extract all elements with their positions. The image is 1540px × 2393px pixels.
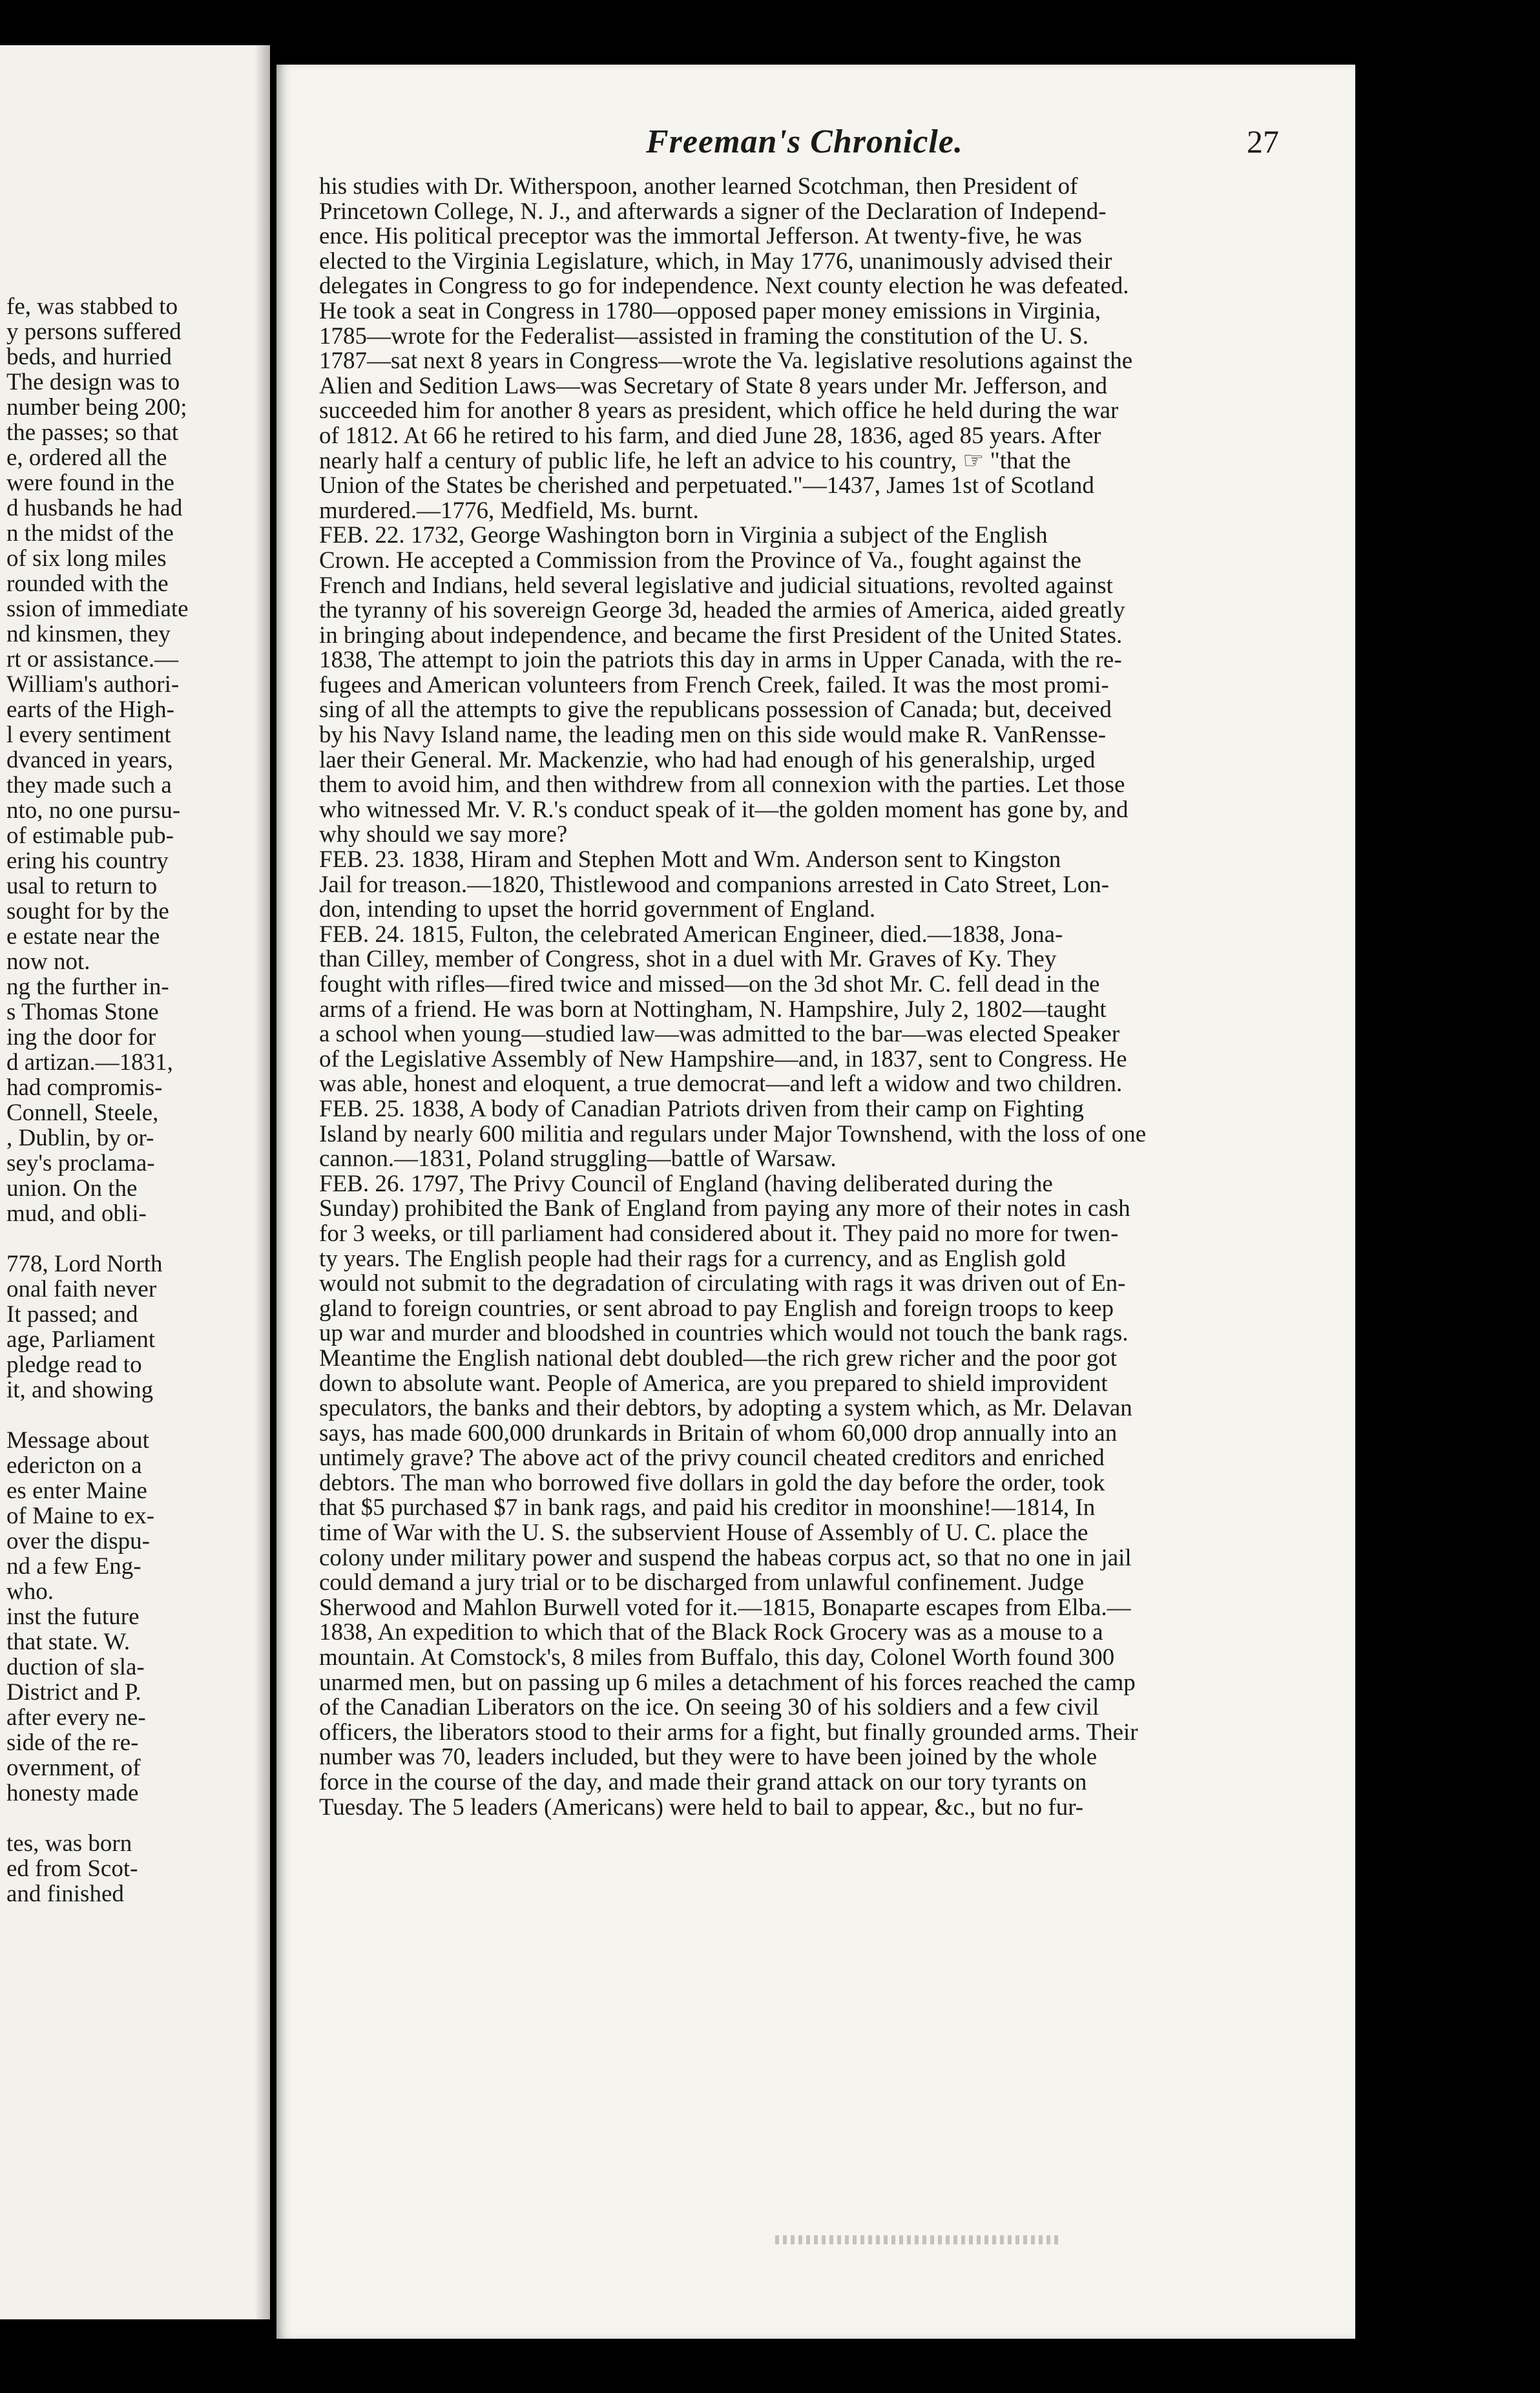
facing-page-line: d artizan.—1831, [6,1049,173,1076]
facing-page-line: overnment, of [6,1755,141,1781]
text-line: He took a seat in Congress in 1780—opposed paper money emissions in Virginia, [319,297,1101,324]
facing-page-line: and finished [6,1881,124,1907]
running-title: Freeman's Chronicle. [646,123,963,160]
text-line: FEB. 22. 1732, George Washington born in Virginia a subject of the English [319,522,1048,549]
facing-page-line: over the dispu- [6,1528,150,1554]
bleed-through-mark [775,2235,1059,2244]
body-text [319,174,1327,1820]
facing-page-line: onal faith never [6,1276,157,1302]
text-line: FEB. 26. 1797, The Privy Council of England (having deliberated during the [319,1170,1053,1197]
facing-page-line: District and P. [6,1679,141,1706]
text-line: elected to the Virginia Legislature, which, in May 1776, unanimously advised their [319,247,1112,275]
facing-page-line: l every sentiment [6,722,171,748]
facing-page-line: mud, and obli- [6,1200,147,1227]
facing-page-line: it, and showing [6,1377,154,1403]
text-line: gland to foreign countries, or sent abroad to pay English and foreign troops to keep [319,1295,1114,1322]
text-line: of the Canadian Liberators on the ice. On seeing 30 of his soldiers and a few civil [319,1694,1099,1721]
text-line: why should we say more? [319,821,568,848]
text-line: was able, honest and eloquent, a true democrat—and left a widow and two children. [319,1071,1123,1098]
text-line: fugees and American volunteers from French Creek, failed. It was the most promi- [319,671,1109,698]
facing-page-line: sey's proclama- [6,1150,155,1176]
facing-page-line: of Maine to ex- [6,1503,155,1529]
gutter-shadow [255,45,270,2319]
facing-page-line: duction of sla- [6,1654,145,1680]
text-line: colony under military power and suspend the habeas corpus act, so that no one in jail [319,1544,1132,1571]
facing-page-line [6,1806,265,1831]
text-line: 1838, An expedition to which that of the Black Rock Grocery was as a mouse to a [319,1619,1103,1646]
text-line: sing of all the attempts to give the republicans possession of Canada; but, deceived [319,696,1112,724]
facing-page-line: number being 200; [6,394,187,421]
text-line: in bringing about independence, and became the first President of the United States. [319,622,1123,649]
text-line: French and Indians, held several legislative and judicial situations, revolted against [319,572,1113,599]
facing-page-line: ed from Scot- [6,1855,138,1882]
facing-page-line: pledge read to [6,1352,142,1378]
facing-page-line: It passed; and [6,1301,138,1328]
text-line: Sunday) prohibited the Bank of England from paying any more of their notes in cash [319,1195,1130,1222]
text-line: Alien and Sedition Laws—was Secretary of State 8 years under Mr. Jefferson, and [319,372,1107,399]
text-line: than Cilley, member of Congress, shot in a duel with Mr. Graves of Ky. They [319,946,1057,973]
facing-page-line: of estimable pub- [6,822,174,849]
facing-page-line: fe, was stabbed to [6,293,178,320]
text-line: FEB. 24. 1815, Fulton, the celebrated American Engineer, died.—1838, Jona- [319,921,1063,948]
facing-page-line: d husbands he had [6,495,183,521]
facing-page-line: rounded with the [6,570,169,597]
text-line: succeeded him for another 8 years as president, which office he held during the war [319,397,1119,424]
facing-page-line: the passes; so that [6,419,179,446]
facing-page-line: that state. W. [6,1629,130,1655]
facing-page-line: after every ne- [6,1704,146,1731]
facing-page-line: nd kinsmen, they [6,621,171,647]
facing-page-line: n the midst of the [6,520,174,547]
facing-page-line: nto, no one pursu- [6,797,181,824]
facing-page-line: s Thomas Stone [6,999,159,1025]
facing-page-line: edericton on a [6,1452,142,1479]
running-head [375,123,1344,168]
text-line: Tuesday. The 5 leaders (Americans) were held to bail to appear, &c., but no fur- [319,1793,1084,1821]
text-line: fought with rifles—fired twice and missed—on the 3d shot Mr. C. fell dead in the [319,971,1100,998]
facing-page-line: y persons suffered [6,319,182,345]
text-line: of 1812. At 66 he retired to his farm, and died June 28, 1836, aged 85 years. After [319,422,1101,449]
facing-page-line: union. On the [6,1175,138,1202]
facing-page-line: honesty made [6,1780,139,1806]
text-line: who witnessed Mr. V. R.'s conduct speak of it—the golden moment has gone by, and [319,796,1129,823]
text-line: unarmed men, but on passing up 6 miles a detachment of his forces reached the camp [319,1669,1136,1696]
facing-page-line: had compromis- [6,1074,163,1101]
page-number: 27 [1247,123,1279,160]
facing-page-line: ng the further in- [6,974,169,1000]
text-line: Island by nearly 600 militia and regulars under Major Townshend, with the loss of one [319,1120,1147,1147]
text-line: officers, the liberators stood to their arms for a fight, but finally grounded arms. Their [319,1719,1138,1746]
text-line: could demand a jury trial or to be discharged from unlawful confinement. Judge [319,1569,1084,1596]
text-line: up war and murder and bloodshed in countries which would not touch the bank rags. [319,1320,1129,1347]
facing-page-line: 778, Lord North [6,1251,163,1277]
text-line: down to absolute want. People of America, are you prepared to shield improvident [319,1370,1108,1397]
text-line: murdered.—1776, Medfield, Ms. burnt. [319,497,699,524]
text-line: for 3 weeks, or till parliament had considered about it. They paid no more for twen- [319,1220,1119,1247]
facing-page-line: age, Parliament [6,1326,156,1353]
facing-page-line: now not. [6,948,90,975]
text-line: untimely grave? The above act of the privy council cheated creditors and enriched [319,1445,1105,1472]
text-line: ence. His political preceptor was the immortal Jefferson. At twenty-five, he was [319,223,1082,250]
text-line: cannon.—1831, Poland struggling—battle of Warsaw. [319,1145,837,1173]
text-line: don, intending to upset the horrid government of England. [319,896,876,923]
text-line: would not submit to the degradation of circulating with rags it was driven out of En- [319,1270,1126,1297]
text-line: speculators, the banks and their debtors, by adopting a system which, as Mr. Delavan [319,1395,1132,1422]
text-line: time of War with the U. S. the subservient House of Assembly of U. C. place the [319,1520,1088,1547]
facing-page-line: tes, was born [6,1830,132,1857]
facing-page-line: were found in the [6,470,174,496]
facing-page-text [6,294,265,1907]
facing-page-line: usal to return to [6,873,158,899]
text-line: Princetown College, N. J., and afterwards a signer of the Declaration of Independ- [319,198,1107,225]
text-line: force in the course of the day, and made their grand attack on our tory tyrants on [319,1769,1087,1795]
text-line: a school when young—studied law—was admitted to the bar—was elected Speaker [319,1021,1120,1048]
text-line: FEB. 23. 1838, Hiram and Stephen Mott and Wm. Anderson sent to Kingston [319,846,1061,873]
text-line: FEB. 25. 1838, A body of Canadian Patriots driven from their camp on Fighting [319,1095,1084,1122]
facing-page-line: they made such a [6,772,172,799]
text-line: Meantime the English national debt doubled—the rich grew richer and the poor got [319,1344,1118,1372]
text-line: the tyranny of his sovereign George 3d, headed the armies of America, aided greatly [319,597,1125,624]
facing-page-line: The design was to [6,369,180,395]
text-line: Sherwood and Mahlon Burwell voted for it.—1815, Bonaparte escapes from Elba.— [319,1594,1131,1621]
text-line: Crown. He accepted a Commission from the Province of Va., fought against the [319,547,1081,574]
facing-page-line: nd a few Eng- [6,1553,141,1580]
facing-page-line: earts of the High- [6,696,174,723]
text-line: number was 70, leaders included, but they were to have been joined by the whole [319,1744,1098,1771]
text-line: ty years. The English people had their rags for a currency, and as English gold [319,1245,1066,1272]
facing-page-line: ing the door for [6,1024,156,1050]
text-line: mountain. At Comstock's, 8 miles from Buffalo, this day, Colonel Worth found 300 [319,1644,1115,1671]
text-line: 1785—wrote for the Federalist—assisted in framing the constitution of the U. S. [319,322,1088,350]
text-line: delegates in Congress to go for independence. Next county election he was defeated. [319,273,1129,300]
text-line: laer their General. Mr. Mackenzie, who had had enough of his generalship, urged [319,746,1096,773]
facing-page-fragment [0,45,270,2319]
facing-page-line: ering his country [6,848,169,874]
facing-page-line: William's authori- [6,671,180,698]
facing-page-line: ssion of immediate [6,596,189,622]
facing-page-line [6,1226,265,1251]
facing-page-line: of six long miles [6,545,167,572]
facing-page-line: e, ordered all the [6,444,167,471]
facing-page-line: rt or assistance.— [6,646,179,673]
text-line: that $5 purchased $7 in bank rags, and paid his creditor in moonshine!—1814, In [319,1494,1096,1521]
facing-page-line: e estate near the [6,923,160,950]
facing-page-line [6,1403,265,1428]
text-line: nearly half a century of public life, he left an advice to his country, ☞ "that the [319,447,1071,474]
text-line: his studies with Dr. Witherspoon, another learned Scotchman, then President of [319,173,1078,200]
text-line: says, has made 600,000 drunkards in Britain of whom 60,000 drop annually into an [319,1419,1118,1447]
text-line: Jail for treason.—1820, Thistlewood and companions arrested in Cato Street, Lon- [319,871,1110,898]
facing-page-line: , Dublin, by or- [6,1125,154,1151]
text-line: them to avoid him, and then withdrew from all connexion with the parties. Let those [319,771,1125,799]
facing-page-line: sought for by the [6,898,169,925]
facing-page-line: Connell, Steele, [6,1100,159,1126]
text-line: by his Navy Island name, the leading men on this side would make R. VanRensse- [319,722,1107,749]
facing-page-line: dvanced in years, [6,747,173,773]
text-line: Union of the States be cherished and perpetuated."—1437, James 1st of Scotland [319,472,1094,499]
facing-page-line: inst the future [6,1604,140,1630]
facing-page-line: es enter Maine [6,1478,147,1504]
text-line: arms of a friend. He was born at Nottingham, N. Hampshire, July 2, 1802—taught [319,996,1107,1023]
facing-page-line: who. [6,1578,54,1605]
text-line: 1787—sat next 8 years in Congress—wrote the Va. legislative resolutions against the [319,348,1133,375]
facing-page-line: Message about [6,1427,149,1454]
facing-page-line: beds, and hurried [6,344,172,370]
text-line: debtors. The man who borrowed five dollars in gold the day before the order, took [319,1469,1105,1496]
text-line: of the Legislative Assembly of New Hampshire—and, in 1837, sent to Congress. He [319,1045,1127,1072]
text-line: 1838, The attempt to join the patriots this day in arms in Upper Canada, with the re- [319,647,1122,674]
facing-page-line: side of the re- [6,1729,139,1756]
